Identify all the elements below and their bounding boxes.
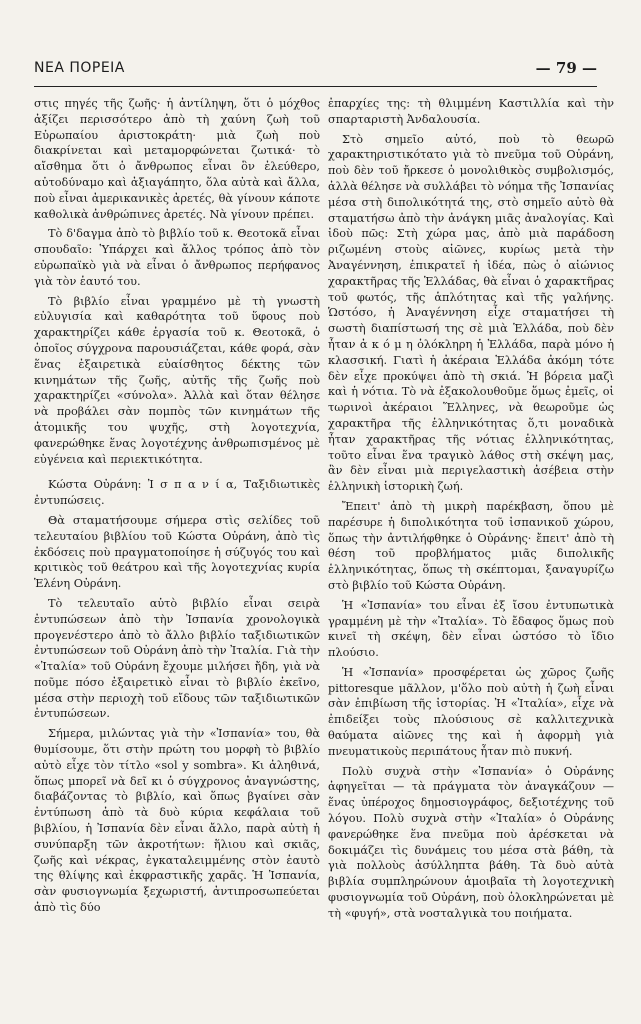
paragraph: Στὸ σημεῖο αὐτό, ποὺ τὸ θεωρῶ χαρακτηριστικότατο γιὰ τὸ πνεῦμα τοῦ Οὐράνη, ποὺ δὲν τοῦ ἤρκεσε ὁ μονολιθικὸς συμβολισμός, ἀλλὰ θέλησε νὰ συλλάβει τὸ νόημα τῆς Ἰσπανίας μέσα στὴ διπολικότητά της, στὸ σημεῖο αὐτὸ θὰ σταματήσω ἀπὸ τὴν ἀνάγκη μιᾶς ἀναλογίας. Καὶ ἰδοὺ πῶς: Στὴ χώρα μας, ἀπὸ μιὰ παράδοση ριζωμένη στοὺς αἰῶνες, κυρίως μετὰ τὴν Ἀναγέννηση, ἐπικρατεῖ ἡ ἰδέα, πὼς ὁ αἰώνιος χαρακτῆρας τῆς Ἑλλάδας, θὰ εἶναι ὁ χαρακτῆρας τοῦ φωτός, τῆς ἁπλότητας καὶ τῆς γαλήνης. Ὡστόσο, ἡ Ἀναγέννηση εἶχε σταματήσει τὴ σωστὴ διαπίστωσή της σὲ μιὰ Ἑλλάδα, ποὺ δὲν ἦταν ἀ κ ό μ η ὁλόκληρη ἡ Ἑλλάδα, παρὰ μόνο ἡ κλασσική. Γιατὶ ἡ ἀκέραια Ἑλλάδα ἀκόμη τότε δὲν εἶχε προκύψει ἀπὸ τὴ σκιά. Ἡ βόρεια μαζὶ καὶ ἡ νότια. Τὸ νὰ ἐξακολουθοῦμε ὅμως ἐμεῖς, οἱ τωρινοὶ ἀκέραιοι Ἕλληνες, νὰ θεωροῦμε ὡς χαρακτῆρα τῆς ἑλληνικότητας ὅ,τι μοναδικὰ ἦταν χαρακτῆρας τῆς νότιας ἑλληνικότητας, τοῦτο εἶναι ἕνα τραγικὸ λάθος στὴ σκέψη μας, ἂν δὲν εἶναι μιὰ περιγελαστικὴ ἀσέβεια στὴν ἑλληνικὴ ἱστορικὴ ζωή. (328, 132, 614, 494)
paragraph: στις πηγές τῆς ζωῆς· ἡ ἀντίληψη, ὅτι ὁ μόχθος ἀξίζει περισσότερο ἀπὸ τὴ χαύνη ζωὴ τοῦ Εὐρωπαίου ἀριστοκράτη· μιὰ ζωὴ ποὺ διακρίνεται καὶ μεταμορφώνεται ζωτικά· τὸ αἴσθημα ὅτι ὁ ἄνθρωπος εἶναι ὃν ἐλεύθερο, αὐτοδύναμο καὶ ἀξιαγάπητο, ὅλα αὐτὰ καὶ ἄλλα, ποὺ εἶναι ἀμερικανικὲς ἀρετές, θὰ γίνουν κάποτε καθολικὰ ἀνθρώπινες ἀρετές. Νὰ γίνουν πρέπει. (34, 97, 320, 221)
paragraph: Ἔπειτ' ἀπὸ τὴ μικρὴ παρέκβαση, ὅπου μὲ παρέσυρε ἡ διπολικότητα τοῦ ἰσπανικοῦ χώρου, ὅπως τὴν ἀντιλήφθηκε ὁ Οὐράνης· ἔπειτ' ἀπὸ τὴ θέση τοῦ προβλήματος μιᾶς διπολικῆς ἑλληνικότητας, ὅπως τὴ σκέπτομαι, ξαναγυρίζω στὸ βιβλίο τοῦ Κώστα Οὐράνη. (328, 499, 614, 592)
paragraph: Πολὺ συχνὰ στὴν «Ἰσπανία» ὁ Οὐράνης ἀφηγεῖται — τὰ πράγματα τὸν ἀναγκάζουν — ἕνας ὑπέροχος δημοσιογράφος, δεξιοτέχνης τοῦ λόγου. Πολὺ συχνὰ στὴν «Ἰταλία» ὁ Οὐράνης φανερώθηκε ἕνα πνεῦμα ποὺ ἀρέσκεται νὰ δοκιμάζει τὶς δυνάμεις του μέσα στὰ βάθη, τὰ γιὰ πολλοὺς ἀσύλληπτα βάθη. Τὰ δυὸ αὐτὰ βιβλία συμπληρώνουν ἁμοιβαῖα τὴ λογοτεχνικὴ φυσιογνωμία τοῦ Οὐράνη, ποὺ ὁλοκληρώνεται μὲ τὴ «φυγή», στὰ νοσταλγικὰ του ποιήματα. (328, 764, 614, 920)
right-column (328, 96, 614, 996)
paragraph: Θὰ σταματήσουμε σήμερα στὶς σελίδες τοῦ τελευταίου βιβλίου τοῦ Κώστα Οὐράνη, ἀπὸ τὶς ἐκδόσεις ποὺ πραγματοποίησε ἡ σύζυγός του καὶ κριτικὸς τοῦ θεάτρου καὶ τῆς λογοτεχνίας κυρία Ἑλένη Οὐράνη. (34, 513, 320, 591)
page-number: — 79 — (535, 59, 597, 77)
journal-title: ΝΕΑ ΠΟΡΕΙΑ (34, 60, 125, 76)
paragraph: Τὸ βιβλίο εἶναι γραμμένο μὲ τὴ γνωστὴ εὐλυγισία καὶ καθαρότητα τοῦ ὕφους ποὺ χαρακτηρίζει κάθε ἐργασία τοῦ κ. Θεοτοκᾶ, ὁ ὁποῖος σύγχρονα παρουσιάζεται, κάθε φορά, σὰν ἕνας ἐξαιρετικὰ εὐαίσθητος δέκτης τῶν κινημάτων τῆς ζωῆς, αὐτῆς τῆς ζωῆς ποὺ χαρακτηρίζει «σύνολα». Ἀλλὰ καὶ ὅταν θέλησε νὰ προβάλει σὰν πομπὸς τῶν κινημάτων τῆς ἀτομικῆς του ψυχῆς, στὴ λογοτεχνία, φανερώθηκε ἕνας λογοτέχνης ἀνθρωπισμένος μὲ εὐγένεια καὶ περιεκτικότητα. (34, 294, 320, 466)
page-header (34, 56, 597, 87)
book-heading: Κώστα Οὐράνη: Ἰ σ π α ν ί α, Ταξιδιωτικὲς ἐντυπώσεις. (34, 478, 320, 508)
paragraph: ἐπαρχίες της: τὴ θλιμμένη Καστιλλία καὶ τὴν σπαρταριστὴ Ἀνδαλουσία. (328, 97, 614, 126)
paragraph: Τὸ τελευταῖο αὐτὸ βιβλίο εἶναι σειρὰ ἐντυπώσεων ἀπὸ τὴν Ἰσπανία χρονολογικὰ προγενέστερο ἀπὸ τὸ ἄλλο βιβλίο ταξιδιωτικῶν ἐντυπώσεων τοῦ Οὐράνη ἀπὸ τὴν Ἰταλία. Γιὰ τὴν «Ἰταλία» τοῦ Οὐράνη ἔχουμε μιλήσει ἤδη, γιὰ νὰ ποῦμε πόσο ἐξαιρετικὸ εἶναι τὸ βιβλίο ἐκεῖνο, μέσα στὴν περιοχὴ τοῦ εἴδους τῶν ταξιδιωτικῶν ἐντυπώσεων. (34, 596, 320, 721)
paragraph: Σήμερα, μιλώντας γιὰ τὴν «Ἰσπανία» του, θὰ θυμίσουμε, ὅτι στὴν πρώτη του μορφὴ τὸ βιβλίο αὐτὸ εἶχε τὸν τίτλο «sol y sombra». Κι ἀληθινά, ὅπως μπορεῖ νὰ δεῖ κι ὁ σύγχρονος ἀναγνώστης, διαβάζοντας τὸ βιβλίο, καὶ ὅπως βγαίνει σὰν ἐντύπωση ἀπὸ τὰ δυὸ κύρια κεφάλαια τοῦ βιβλίου, ἡ Ἰσπανία δὲν εἶναι ἄλλο, παρὰ αὐτὴ ἡ συνύπαρξη τῶν ἀκροτήτων: ἥλιου καὶ σκιᾶς, ζωῆς καὶ νέκρας, ἐγκαταλειμμένης στὸν ἑαυτὸ της θλίψης καὶ ἐκφραστικῆς χαρᾶς. Ἡ Ἰσπανία, σὰν φυσιογνωμία ξεχωριστή, ἀντιπροσωπεύεται ἀπὸ τὶς δύο (34, 727, 320, 915)
left-column (34, 96, 320, 996)
paragraph: Ἡ «Ἰσπανία» του εἶναι ἐξ ἴσου ἐντυπωτικὰ γραμμένη μὲ τὴν «Ἰταλία». Τὸ ἔδαφος ὅμως ποὺ κινεῖ τὴ σκέψη, δὲν εἶναι ὡστόσο τὸ ἴδιο πλούσιο. (328, 598, 614, 660)
paragraph: Ἡ «Ἰσπανία» προσφέρεται ὡς χῶρος ζωῆς pittoresque μᾶλλον, μ'ὅλο ποὺ αὐτὴ ἡ ζωὴ εἶναι σὰν ἐπιβίωση τῆς ἱστορίας. Ἡ «Ἰταλία», εἶχε νὰ ἐπιδείξει τοὺς πλούσιους σὲ καλλιτεχνικὰ θαύματα αἰῶνες της καὶ ἡ ἀφορμὴ γιὰ πνευματικοὺς περιπάτους ἦταν πιὸ πυκνή. (328, 665, 614, 758)
paragraph: Τὸ δ'δαγμα ἀπὸ τὸ βιβλίο τοῦ κ. Θεοτοκᾶ εἶναι σπουδαῖο: Ὑπάρχει καὶ ἄλλος τρόπος ἀπὸ τὸν εὐρωπαϊκὸ γιὰ νὰ εἶναι ὁ ἄνθρωπος περήφανος γιὰ τὸν ἑαυτό του. (34, 227, 320, 288)
